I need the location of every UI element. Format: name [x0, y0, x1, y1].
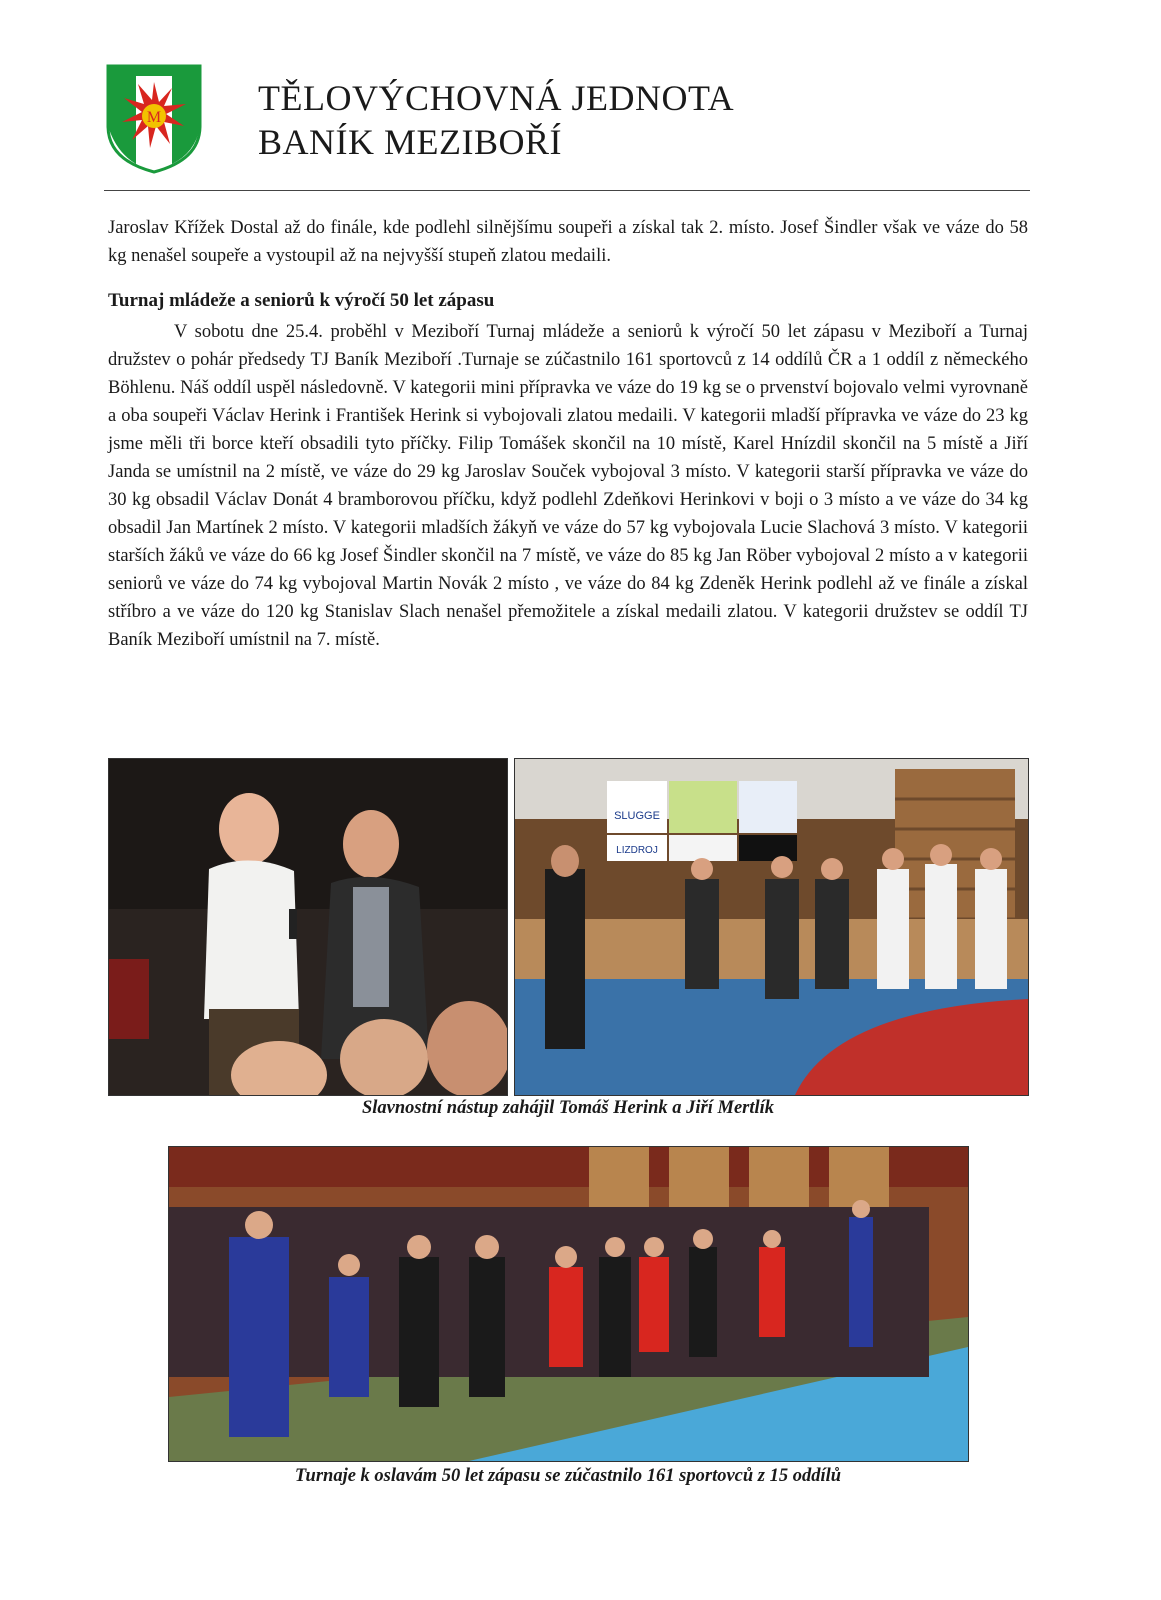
organization-title	[258, 76, 734, 164]
organization-title-line1: TĚLOVÝCHOVNÁ JEDNOTA	[258, 78, 735, 118]
banner-lizdroj: LIZDROJ	[616, 845, 658, 856]
letterhead	[106, 64, 1030, 190]
crest-letter: M	[146, 109, 162, 126]
photo-athletes-lineup	[168, 1146, 969, 1462]
organization-title-line2: BANÍK MEZIBOŘÍ	[258, 122, 562, 162]
banner-slugge: SLUGGE	[614, 810, 660, 822]
intro-paragraph: Jaroslav Křížek Dostal až do finále, kde podlehl silnějšímu soupeři a získal tak 2. místo. Josef Šindler však ve váze do 58 kg nenašel soupeře a vystoupil až na nejvyšší stupeň zlatou medaili.	[108, 218, 1028, 266]
header-divider	[104, 190, 1030, 191]
photo-caption-1: Slavnostní nástup zahájil Tomáš Herink a Jiří Mertlík	[361, 1098, 775, 1118]
photo-ceremony-speakers	[108, 758, 508, 1096]
town-crest-icon	[106, 64, 202, 174]
photo-caption-2: Turnaje k oslavám 50 let zápasu se zúčastnilo 161 sportovců z 15 oddílů	[294, 1466, 842, 1486]
section-paragraph: V sobotu dne 25.4. proběhl v Meziboří Turnaj mládeže a seniorů k výročí 50 let zápasu v Meziboří a Turnaj družstev o pohár předsedy TJ Baník Meziboří .Turnaje se zúčastnilo 161 sportovců z 14 oddílů ČR a 1 oddíl z německého Böhlenu. Náš oddíl uspěl následovně. V kategorii mini přípravka ve váze do 19 kg se o prvenství bojovalo velmi vyrovnaně a oba soupeři Václav Herink i František Herink si vybojovali zlatou medaili. V kategorii mladší přípravka ve váze do 23 kg jsme měli tři borce kteří obsadili tyto příčky. Filip Tomášek skončil na 10 místě, Karel Hnízdil skončil na 5 místě a Jiří Janda se umístnil na 2 místě, ve váze do 29 kg Jaroslav Souček vybojoval 3 místo. V kategorii starší přípravka ve váze do 30 kg obsadil Václav Donát 4 bramborovou příčku, když podlehl Zdeňkovi Herinkovi v boji o 3 místo a ve váze do 34 kg obsadil Jan Martínek 2 místo. V kategorii mladších žákyň ve váze do 57 kg vybojovala Lucie Slachová 3 místo. V kategorii starších žáků ve váze do 66 kg Josef Šindler skončil na 7 místě, ve váze do 85 kg Jan Röber vybojoval 2 místo a v kategorii seniorů ve váze do 74 kg vybojoval Martin Novák 2 místo , ve váze do 84 kg Zdeněk Herink podlehl až ve finále a získal stříbro a ve váze do 120 kg Stanislav Slach nenašel přemožitele a získal medaili zlatou. V kategorii družstev se oddíl TJ Baník Meziboří umístnil na 7. místě.	[108, 322, 1028, 650]
section-heading: Turnaj mládeže a seniorů k výročí 50 let zápasu	[108, 290, 495, 311]
photo-ceremony-gym	[514, 758, 1029, 1096]
